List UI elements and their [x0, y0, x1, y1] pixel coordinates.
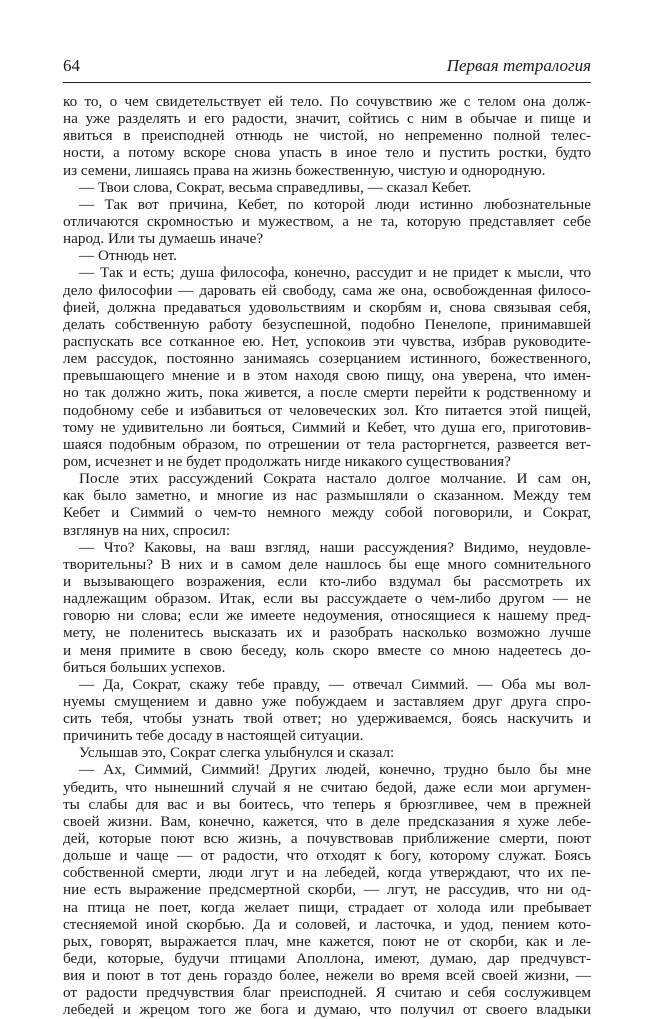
text-line: — Твои слова, Сократ, весьма справедливы, — сказал Кебет.	[79, 178, 472, 196]
text-line: и вызывающего возражения, если кто-либо вздумал бы рассмотреть их	[63, 572, 591, 590]
text-line: из семени, лишаясь права на жизнь божественную, чистую и однородную.	[63, 161, 546, 179]
text-line: — Отнюдь нет.	[79, 247, 177, 265]
text-line: биться больших успехов.	[63, 658, 226, 676]
text-line: — Так и есть; душа философа, конечно, рассудит и не придет к мысли, что	[79, 264, 591, 282]
text-line: — Что? Каковы, на ваш взгляд, наши рассуждения? Видимо, неудовле-	[79, 538, 591, 556]
text-line: — Ах, Симмий, Симмий! Других людей, конечно, трудно было бы мне	[79, 761, 591, 779]
text-line: как было заметно, и многие из нас размышляли о сказанном. Между тем	[63, 487, 591, 505]
text-line: ности, а потому вскоре снова упасть в иное тело и пустить ростки, будто	[63, 144, 591, 162]
text-line: надлежащим образом. Итак, если вы рассуждаете о чем-либо другом — не	[63, 590, 591, 608]
text-line: народ. Или ты думаешь иначе?	[63, 230, 264, 248]
text-line: от радости предчувствия благ преисподней. Я считаю и себя сослуживцем	[63, 984, 591, 1002]
text-line: беди, которые, будучи птицами Аполлона, имеют, думаю, дар предчувст-	[63, 950, 591, 968]
text-line: лем рассудок, постоянно занимаясь созерцанием истинного, божественного,	[63, 350, 591, 368]
page-number: 64	[63, 56, 80, 75]
text-line: ты слабы для вас и вы боитесь, что теперь я брюзгливее, чем в прежней	[63, 795, 591, 813]
text-line: на птица не поет, когда желает пищи, страдает от холода или пребывает	[63, 898, 591, 916]
text-line: шаяся подобным образом, по отрешении от тела расторгнется, развеется вет-	[63, 435, 591, 453]
text-line: своей жизни. Вам, конечно, кажется, что в деле предсказания я хуже лебе-	[63, 812, 591, 830]
text-line: Услышав это, Сократ слегка улыбнулся и сказал:	[79, 744, 395, 762]
text-line: ние есть выражение предсмертной скорби, — лгут, не рассудив, что ни од-	[63, 881, 591, 899]
text-line: взглянув на них, спросил:	[63, 521, 231, 539]
text-line: ром, исчезнет и не будет продолжать нигде никакого существования?	[63, 452, 511, 470]
text-line: превышающего мнение и в этом находя свою пищу, она уверена, что имен-	[63, 367, 591, 385]
text-line: фией, должна предаваться удовольствиям и скорбям и, снова связывая себя,	[63, 298, 591, 316]
text-line: творительны? В них и в самом деле нашлось бы еще много сомнительного	[63, 555, 591, 573]
text-line: дей, которые поют всю жизнь, а почувствовав приближение смерти, поют	[63, 830, 591, 848]
text-line: говорю ни слова; если же имеете недоумения, относящиеся к нашему пред-	[63, 607, 591, 625]
text-line: мету, не поленитесь высказать их и разобрать насколько возможно лучше	[63, 624, 591, 642]
text-line: ко то, о чем свидетельствует ей тело. По сочувствию же с телом она долж-	[63, 93, 591, 110]
text-line: стесняемой иной скорбью. Да и соловей, и ласточка, и удод, пением кото-	[63, 915, 591, 933]
text-line: сить тебя, чтобы узнать твой ответ; но удерживаемся, боясь наскучить и	[63, 710, 591, 728]
text-line: Кебет и Симмий о чем-то немного между собой поговорили, и Сократ,	[63, 504, 591, 522]
text-line: дело философии — даровать ей свободу, сама же она, освобожденная филосо-	[63, 281, 591, 299]
body-text	[63, 93, 591, 1019]
text-line: нуемы смущением и давно уже побуждаем и заставляем друг друга спро-	[63, 692, 591, 710]
text-line: распускать все сотканное ею. Нет, успокоив эти чувства, избрав руководите-	[63, 332, 591, 350]
running-header	[63, 56, 591, 83]
text-line: тому не удивительно ли бояться, Симмий и Кебет, что душа его, приготовив-	[63, 418, 591, 436]
text-line: После этих рассуждений Сократа настало долгое молчание. И сам он,	[79, 470, 591, 488]
text-line: подобному себе и избавиться от человеческих зол. Кто питается этой пищей,	[63, 401, 591, 419]
text-line: но так должно жить, пока живется, а после смерти перейти к родственному и	[63, 384, 591, 402]
text-line: отличаются скромностью и мужеством, а не та, которую представляет себе	[63, 212, 591, 230]
text-line: рых, говорят, выражается плач, мне кажется, поют не от скорби, как и ле-	[63, 932, 591, 950]
text-line: — Так вот причина, Кебет, по которой люди истинно любознательные	[79, 195, 591, 213]
text-line: лебедей и жрецом того же бога и думаю, что получил от своего владыки	[63, 1001, 591, 1019]
text-line: дольше и чаще — от радости, что отходят к богу, которому служат. Боясь	[63, 847, 591, 865]
running-title: Первая тетралогия	[446, 56, 591, 75]
text-line: убедить, что нынешний случай я не считаю бедой, даже если мои аргумен-	[63, 778, 591, 796]
text-line: собственной смерти, люди лгут и на лебедей, когда утверждают, что их пе-	[63, 864, 591, 882]
text-line: и меня примите в свою беседу, коль скоро вместе со мною надеетесь до-	[63, 641, 591, 659]
text-line: явиться в преисподней отнюдь не чистой, но непременно полной телес-	[63, 127, 591, 145]
text-line: делать собственную работу безуспешной, подобно Пенелопе, принимавшей	[63, 315, 591, 333]
text-line: — Да, Сократ, скажу тебе правду, — отвечал Симмий. — Оба мы вол-	[79, 675, 591, 693]
text-line: вия и поют в тот день гораздо более, нежели во время всей своей жизни, —	[63, 967, 591, 985]
text-line: причинить тебе досаду в настоящей ситуации.	[63, 727, 364, 745]
text-line: на уже разделять и его радости, значит, сойтись с ним в обычае и пище и	[63, 110, 591, 128]
